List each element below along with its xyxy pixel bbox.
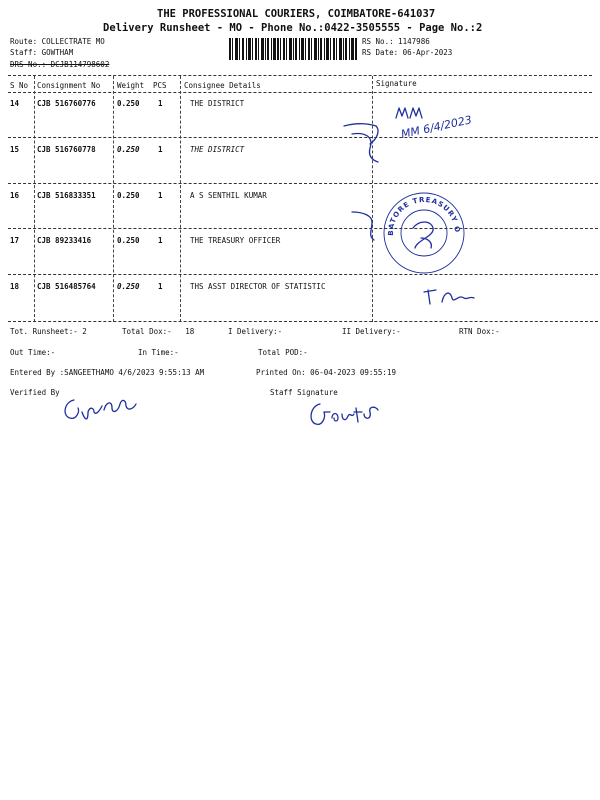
- col-divider: [34, 76, 35, 322]
- ii-delivery: II Delivery:-: [342, 327, 401, 336]
- col-consignment: Consignment No: [37, 81, 101, 90]
- treasury-stamp: [377, 184, 467, 276]
- runsheet-subtitle: Delivery Runsheet - MO - Phone No.:0422-3505555 - Page No.:2: [103, 22, 483, 34]
- total-pod: Total POD:-: [258, 348, 308, 357]
- col-consignee: Consignee Details: [184, 81, 261, 90]
- row-consignee: THS ASST DIRECTOR OF STATISTIC: [190, 282, 326, 291]
- row-sno: 18: [10, 282, 20, 291]
- row-sno: 15: [10, 145, 20, 154]
- row-weight: 0.250: [117, 191, 140, 200]
- row-consignment: CJB 516760778: [37, 145, 96, 154]
- row-pcs: 1: [158, 236, 163, 245]
- col-divider: [113, 76, 114, 322]
- row-consignment: CJB 516760776: [37, 99, 96, 108]
- svg-text:MM 6/4/2023: MM 6/4/2023: [399, 113, 473, 141]
- header-bottom-rule: [8, 92, 592, 93]
- row-consignment: CJB 89233416: [37, 236, 92, 245]
- printed-on: Printed On: 06-04-2023 09:55:19: [256, 368, 396, 377]
- row-pcs: 1: [158, 99, 163, 108]
- staff-label: Staff: GOWTHAM: [10, 48, 74, 57]
- row-weight: 0.250: [117, 282, 140, 291]
- verified-by-signature: [60, 392, 150, 426]
- row-consignee: THE DISTRICT: [190, 145, 245, 154]
- col-signature: Signature: [376, 79, 417, 88]
- row-pcs: 1: [158, 145, 163, 154]
- rs-date: RS Date: 06-Apr-2023: [362, 48, 453, 57]
- row-consignee: A S SENTHIL KUMAR: [190, 191, 267, 200]
- row-consignee: THE TREASURY OFFICER: [190, 236, 281, 245]
- verified-by-label: Verified By: [10, 388, 60, 397]
- row18-initials: [420, 286, 480, 310]
- col-weight: Weight: [117, 81, 145, 90]
- row-sno: 16: [10, 191, 20, 200]
- row-weight: 0.250: [117, 236, 140, 245]
- row-rule: [8, 321, 598, 322]
- row-weight: 0.250: [117, 99, 140, 108]
- in-time: In Time:-: [138, 348, 179, 357]
- company-title: THE PROFESSIONAL COURIERS, COIMBATORE-641037: [157, 8, 436, 20]
- row-pcs: 1: [158, 282, 163, 291]
- row-sno: 14: [10, 99, 20, 108]
- col-divider: [180, 76, 181, 322]
- route-label: Route: COLLECTRATE MO: [10, 37, 105, 46]
- out-time: Out Time:-: [10, 348, 56, 357]
- row-consignment: CJB 516833351: [37, 191, 96, 200]
- svg-text:COIMBATORE TREASURY OFFICE: COIMBATORE TREASURY OFFICE: [377, 184, 462, 236]
- row-rule: [8, 183, 598, 184]
- bracket-mark: [348, 126, 388, 176]
- entered-by: Entered By :SANGEETHAMO 4/6/2023 9:55:13 AM: [10, 368, 205, 377]
- tot-runsheet: Tot. Runsheet:- 2: [10, 327, 87, 336]
- drs-label: DRS No.: DCJB114798602: [10, 60, 110, 69]
- col-sno: S No: [10, 81, 29, 90]
- row-rule: [8, 228, 598, 229]
- staff-signature-label: Staff Signature: [270, 388, 338, 397]
- row-weight: 0.250: [117, 145, 140, 154]
- header-top-rule: [8, 75, 592, 76]
- row-rule: [8, 137, 598, 138]
- row-pcs: 1: [158, 191, 163, 200]
- barcode: [229, 38, 357, 60]
- rs-number: RS No.: 1147986: [362, 37, 430, 46]
- rtn-dox: RTN Dox:-: [459, 327, 500, 336]
- total-dox: Total Dox:- 18: [122, 327, 195, 336]
- row-consignment: CJB 516485764: [37, 282, 96, 291]
- row-consignee: THE DISTRICT: [190, 99, 245, 108]
- row-rule: [8, 274, 598, 275]
- row-sno: 17: [10, 236, 20, 245]
- staff-signature-handwriting: [308, 398, 388, 432]
- col-pcs: PCS: [153, 81, 167, 90]
- i-delivery: I Delivery:-: [228, 327, 283, 336]
